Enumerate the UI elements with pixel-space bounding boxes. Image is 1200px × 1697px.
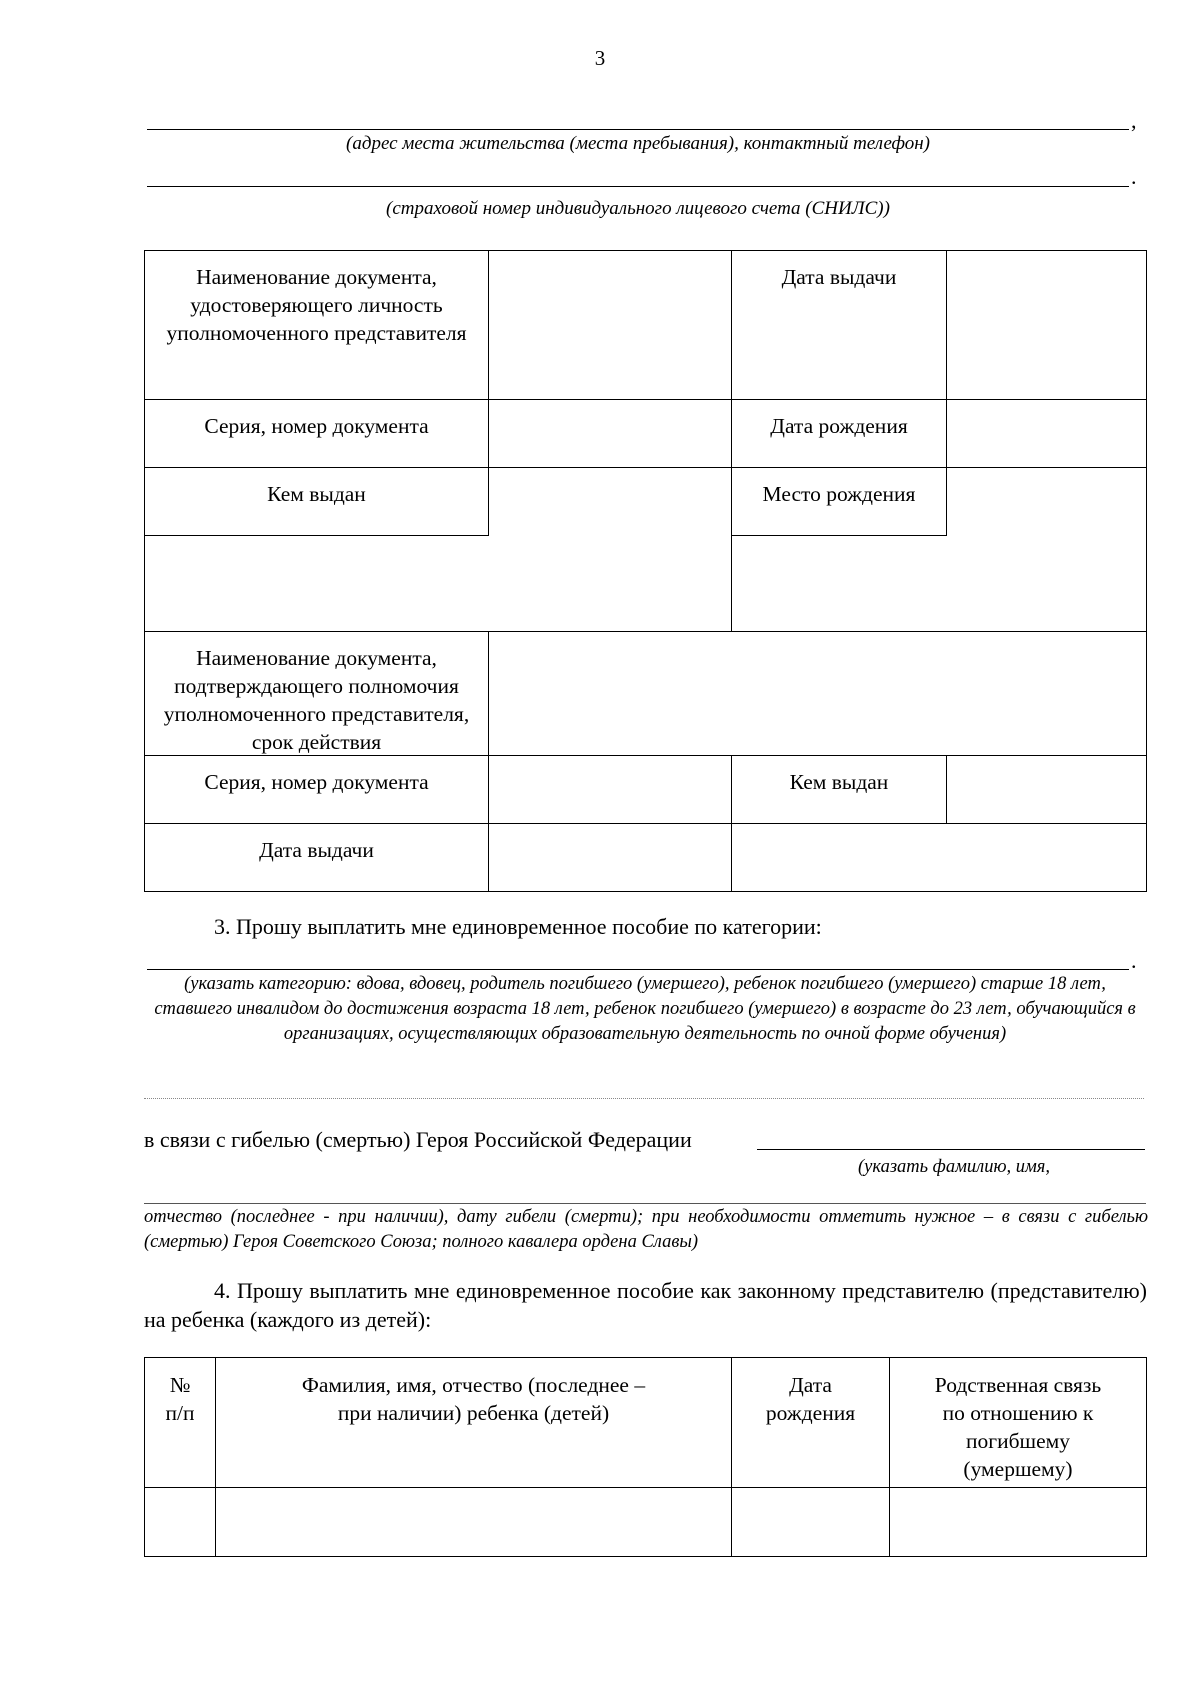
page-number: 3 (594, 46, 606, 70)
series-number-label: Серия, номер документа (204, 414, 429, 438)
birth-date-label: Дата рождения (770, 414, 908, 438)
table1-col-line (731, 250, 732, 631)
header-birth-date: Дата рождения (765, 1373, 856, 1425)
table1-row-line (731, 535, 947, 536)
table1-border-right (1146, 250, 1147, 891)
table1-row-line (144, 535, 489, 536)
category-line[interactable] (147, 969, 1129, 970)
issued-by-label-2: Кем выдан (789, 770, 889, 794)
hero-text: в связи с гибелью (смертью) Героя Российской Федерации (144, 1127, 692, 1152)
table1-row-line (731, 823, 947, 824)
snils-caption: (страховой номер индивидуального лицевого счета (СНИЛС)) (386, 198, 890, 219)
header-number: № п/п (165, 1373, 195, 1425)
hero-caption-1: (указать фамилию, имя, (858, 1157, 1051, 1177)
section3-text: 3. Прошу выплатить мне единовременное пособие по категории: (214, 914, 822, 939)
snils-line[interactable] (147, 186, 1129, 187)
hero-name-line[interactable] (757, 1149, 1145, 1150)
address-line-comma: , (1131, 108, 1137, 133)
issue-date-label-2: Дата выдачи (259, 838, 374, 862)
hero-caption-2: отчество (последнее - при наличии), дату гибели (смерти); при необходимости отметить нужное – в связи с гибелью (смертью) Героя Советского Союза; полного кавалера ордена Славы) (144, 1207, 1148, 1252)
category-caption: (указать категорию: вдова, вдовец, родитель погибшего (умершего), ребенок погибшего (умершего) старше 18 лет, ставшего инвалидом до достижения возраста 18 лет, ребенок погибшего (умершего) в возрасте до 23 лет, обучающийся в организациях, осуществляющих образовательную деятельность по очной форме обучения) (154, 974, 1136, 1044)
header-relationship: Родственная связь по отношению к погибшему (умершему) (934, 1373, 1102, 1481)
table-row[interactable] (145, 1488, 1146, 1556)
table1-border-bottom (144, 891, 1147, 892)
address-caption: (адрес места жительства (места пребывания), контактный телефон) (346, 133, 930, 154)
table2-border-right (1146, 1357, 1147, 1556)
table1-col-line (946, 250, 947, 535)
table1-col-line (488, 250, 489, 535)
category-line-period: . (1131, 948, 1137, 973)
authority-doc-label: Наименование документа, подтверждающего полномочия уполномоченного представителя, срок действия (163, 646, 470, 754)
section4-text: 4. Прошу выплатить мне единовременное пособие как законному представителю (представителю) на ребенка (каждого из детей): (144, 1278, 1147, 1332)
issued-by-label: Кем выдан (267, 482, 366, 506)
address-line[interactable] (147, 129, 1129, 130)
table1-col-line (488, 631, 489, 891)
series-number-label-2: Серия, номер документа (204, 770, 429, 794)
dotted-separator (144, 1098, 1144, 1099)
doc-name-label: Наименование документа, удостоверяющего личность уполномоченного представителя (166, 265, 467, 345)
hero-details-line[interactable] (144, 1203, 1146, 1204)
issue-date-label: Дата выдачи (781, 265, 897, 289)
table2-border-bottom (144, 1556, 1147, 1557)
header-full-name: Фамилия, имя, отчество (последнее – при наличии) ребенка (детей) (301, 1373, 646, 1425)
snils-line-period: . (1131, 164, 1137, 189)
birth-place-label: Место рождения (762, 482, 916, 506)
table1-col-line (946, 755, 947, 823)
